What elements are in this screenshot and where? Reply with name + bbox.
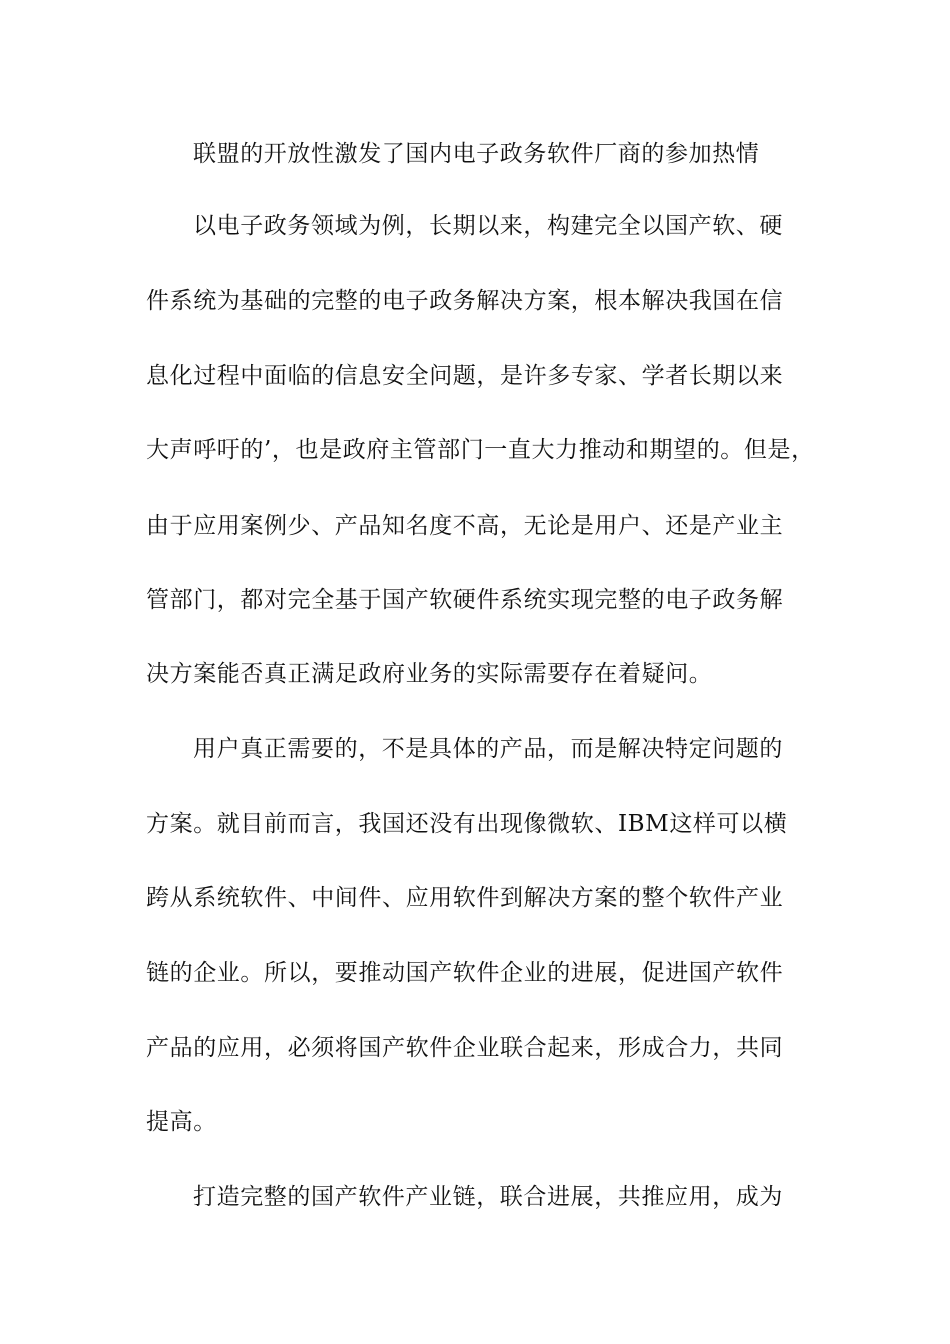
section-heading: 联盟的开放性激发了国内电子政务软件厂商的参加热情 — [193, 141, 760, 167]
paragraph-line: 方案。就目前而言，我国还没有出现像微软、IBM这样可以横 — [146, 811, 788, 837]
paragraph-line: 用户真正需要的，不是具体的产品，而是解决特定问题的 — [193, 736, 783, 762]
paragraph-line: 管部门，都对完全基于国产软硬件系统实现完整的电子政务解 — [146, 587, 784, 613]
paragraph-line: 跨从系统软件、中间件、应用软件到解决方案的整个软件产业 — [146, 885, 784, 911]
paragraph-line: 提高。 — [146, 1109, 217, 1135]
paragraph-line: 打造完整的国产软件产业链，联合进展，共推应用，成为 — [193, 1184, 783, 1210]
paragraph-line: 产品的应用，必须将国产软件企业联合起来，形成合力，共同 — [146, 1035, 784, 1061]
paragraph-line: 由于应用案例少、产品知名度不高，无论是用户、还是产业主 — [146, 513, 784, 539]
paragraph-line: 大声呼吁的’，也是政府主管部门一直大力推动和期望的。但是， — [146, 437, 815, 463]
paragraph-line: 件系统为基础的完整的电子政务解决方案，根本解决我国在信 — [146, 288, 784, 314]
paragraph-line: 决方案能否真正满足政府业务的实际需要存在着疑问。 — [146, 661, 713, 687]
paragraph-line: 息化过程中面临的信息安全问题，是许多专家、学者长期以来 — [146, 363, 784, 389]
paragraph-line: 链的企业。所以，要推动国产软件企业的进展，促进国产软件 — [146, 960, 784, 986]
paragraph-line: 以电子政务领域为例，长期以来，构建完全以国产软、硬 — [193, 213, 783, 239]
